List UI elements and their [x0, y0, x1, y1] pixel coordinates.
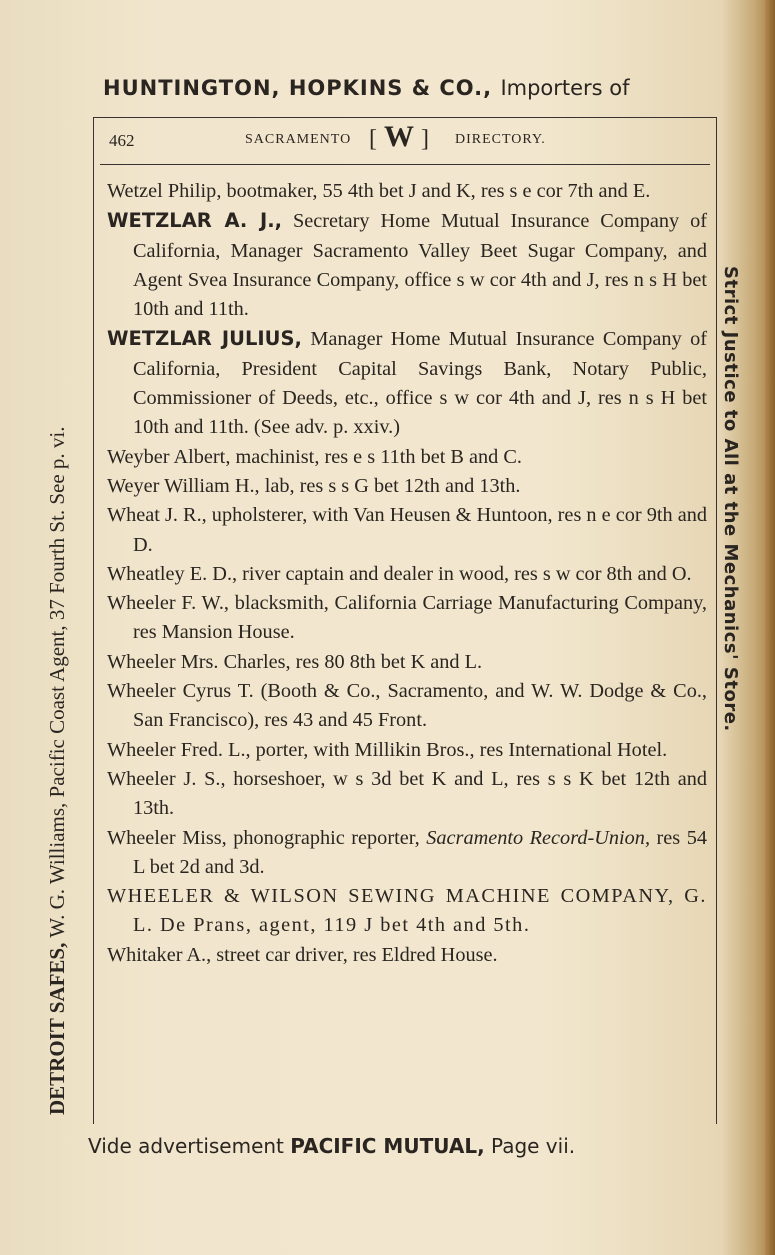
- directory-entry: [107, 824, 707, 883]
- running-head-city: SACRAMENTO: [245, 132, 352, 147]
- directory-entry: [107, 206, 707, 324]
- entry-text: Wheeler F. W., blacksmith, California Carriage Manufacturing Company, res Mansion House.: [107, 592, 707, 644]
- page-footer: [88, 1134, 728, 1158]
- right-margin-advert: Strict Justice to All at the Mechanics' Store.: [720, 266, 741, 732]
- directory-entry: [107, 648, 707, 677]
- entry-italic: Sacramento Record-Union,: [426, 826, 651, 849]
- entry-name: WETZLAR JULIUS,: [107, 327, 302, 351]
- entry-text: Wheeler Miss, phonographic reporter,: [107, 826, 427, 849]
- entry-text: Weyber Albert, machinist, res e s 11th bet B and C.: [107, 445, 522, 468]
- directory-entries: [107, 177, 707, 970]
- directory-entry: [107, 472, 707, 501]
- entry-text: WHEELER & WILSON SEWING MACHINE COMPANY, G. L. De Prans, agent, 119 J bet 4th and 5th.: [107, 885, 707, 937]
- footer-lead: Vide advertisement: [88, 1134, 284, 1158]
- directory-entry: [107, 882, 707, 941]
- header-tail: Importers of: [500, 76, 630, 100]
- entry-text-after: res 54 L bet 2d and 3d.: [133, 826, 707, 878]
- entry-text: Secretary Home Mutual Insurance Company of California, Manager Sacramento Valley Beet Sugar Company, and Agent Svea Insurance Company, office s w cor 4th and J, res n s H bet 10th and 11th.: [133, 210, 708, 321]
- directory-entry: [107, 765, 707, 824]
- footer-page: Page vii.: [491, 1134, 576, 1158]
- running-head-directory: DIRECTORY.: [455, 132, 546, 147]
- header-firm: HUNTINGTON, HOPKINS & CO.,: [103, 76, 493, 100]
- directory-entry: [107, 677, 707, 736]
- entry-text: Wheeler Mrs. Charles, res 80 8th bet K and L.: [107, 650, 483, 673]
- directory-entry: [107, 589, 707, 648]
- directory-entry: [107, 501, 707, 560]
- directory-entry: [107, 560, 707, 589]
- entry-text: Whitaker A., street car driver, res Eldred House.: [107, 943, 498, 966]
- directory-entry: [107, 177, 707, 206]
- header-rule: [100, 164, 710, 165]
- entry-text: Manager Home Mutual Insurance Company of California, President Capital Savings Bank, Notary Public, Commissioner of Deeds, etc., office s w cor 4th and J, res n s H bet 10th and 11th. (See adv. p. xxiv.): [133, 328, 707, 439]
- running-head-letter: [ W ]: [369, 120, 429, 153]
- directory-entry: [107, 941, 707, 970]
- entry-text: Wheat J. R., upholsterer, with Van Heusen & Huntoon, res n e cor 9th and D.: [107, 504, 707, 556]
- left-margin-advert: [40, 115, 74, 1115]
- directory-entry: [107, 443, 707, 472]
- entry-text: Wheeler J. S., horseshoer, w s 3d bet K and L, res s s K bet 12th and 13th.: [107, 767, 707, 820]
- footer-advertiser: PACIFIC MUTUAL,: [290, 1134, 485, 1158]
- left-margin-bold: DETROIT SAFES,: [45, 942, 69, 1115]
- page-edge: [765, 0, 775, 1255]
- running-head: [107, 120, 707, 162]
- left-margin-text: W. G. Williams, Pacific Coast Agent, 37 Fourth St. See p. vi.: [45, 426, 69, 938]
- entry-text: Wheatley E. D., river captain and dealer in wood, res s w cor 8th and O.: [107, 562, 692, 585]
- directory-entry: [107, 324, 707, 442]
- entry-text: Weyer William H., lab, res s s G bet 12th and 13th.: [107, 474, 521, 497]
- entry-text: Wheeler Cyrus T. (Booth & Co., Sacramento, and W. W. Dodge & Co., San Francisco), res 43 and 45 Front.: [107, 680, 707, 732]
- entry-name: WETZLAR A. J.,: [107, 209, 283, 233]
- page-number: 462: [109, 131, 135, 150]
- entry-text: Wetzel Philip, bootmaker, 55 4th bet J and K, res s e cor 7th and E.: [107, 180, 651, 202]
- page-header: [103, 76, 713, 100]
- directory-entry: [107, 736, 707, 765]
- entry-text: Wheeler Fred. L., porter, with Millikin Bros., res International Hotel.: [107, 738, 668, 761]
